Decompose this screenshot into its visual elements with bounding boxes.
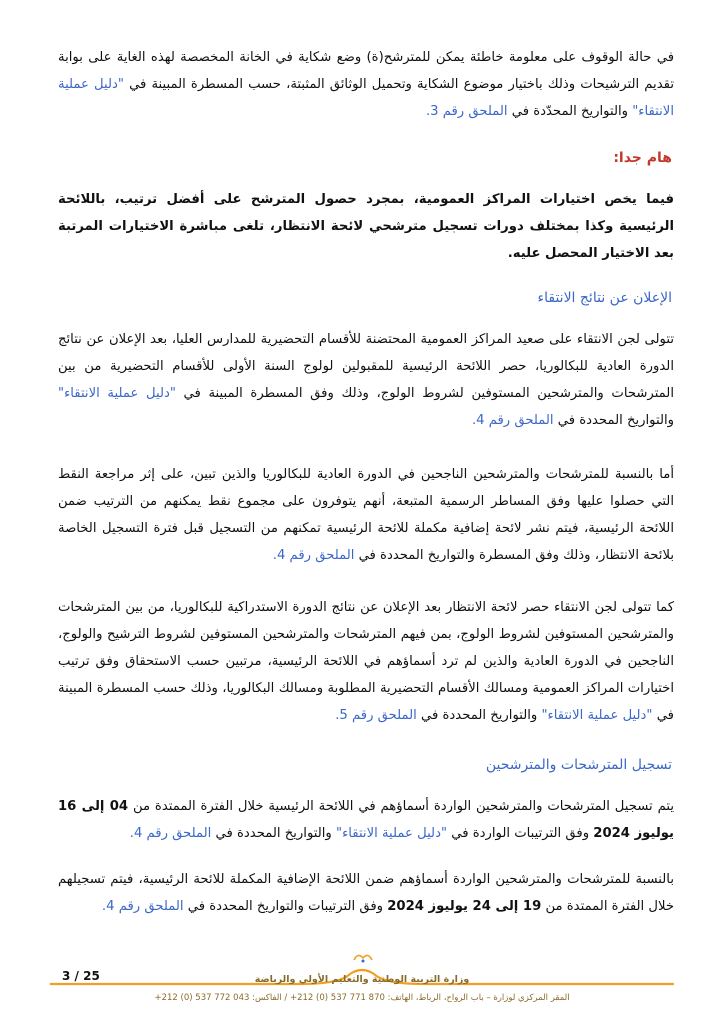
guide-link: "دليل عملية الانتقاء" [336,826,448,841]
guide-link: "دليل عملية الانتقاء" [58,77,674,119]
ministry-name: وزارة التربية الوطنية والتعليم الأولي والرياضة [254,974,470,985]
guide-link: "دليل عملية الانتقاء" [541,708,653,723]
annex-reference: الملحق رقم 4. [471,413,554,428]
ministry-address: المقر المركزي لوزارة – باب الرواح، الرباط، الهاتف: 870 771 537 (0) 212+ / الفاكس: 043 772 537 (0) 212+ [154,993,570,1003]
section-heading-results: الإعلان عن نتائج الانتقاء [537,290,672,306]
annex-reference: الملحق رقم 3. [425,104,508,119]
annex-reference: الملحق رقم 4. [129,826,212,841]
annex-reference: الملحق رقم 4. [101,899,184,914]
paragraph-registration-main: يتم تسجيل المترشحات والمترشحين الواردة أسماؤهم في اللائحة الرئيسية خلال الفترة الممتدة من 04 إلى 16 يوليوز 2024 وفق الترتيبات الواردة في "دليل عملية الانتقاء" والتواريخ المحددة في الملحق رقم 4. [58,799,675,841]
annex-reference: الملحق رقم 5. [335,708,417,723]
date-range: 19 إلى 24 يوليوز 2024 [387,899,542,914]
paragraph-waiting-list: كما تتولى لجن الانتقاء حصر لائحة الانتظار بعد الإعلان عن نتائج الدورة الاستدراكية للبكالوريا، من بين المترشحات والمترشحين المستوفين لشروط الولوج، بمن فيهم المترشحات والمترشحين المستوفين لشروط الترشيح والولوج، الناجحين في الدورة العادية والذين لم ترد أسماؤهم في اللائحة الرئيسية، مرتبين حسب الاستحقاق وفق ترتيب اختيارات المراكز العمومية ومسالك الأقسام التحضيرية المطلوبة ومسالك البكالوريا، وذلك حسب المسطرة المبينة في "دليل عملية الانتقاء" والتواريخ المحددة في الملحق رقم 5. [58,600,674,723]
paragraph-complaint: في حالة الوقوف على معلومة خاطئة يمكن للمترشح(ة) وضع شكاية في الخانة المخصصة لهذه الغاية على بوابة تقديم الترشيحات وذلك باختيار موضوع الشكاية وتحميل الوثائق المثبتة، حسب المسطرة المبينة في "دليل عملية الانتقاء" والتواريخ المحدّدة في الملحق رقم 3. [58,50,674,119]
annex-reference: الملحق رقم 4. [272,548,355,563]
important-paragraph: فيما يخص اختيارات المراكز العمومية، بمجرد حصول المترشح على أفضل ترتيب، باللائحة الرئيسية وكذا بمختلف دورات تسجيل مترشحي لائحة الانتظار، تلغى مباشرة الاختيارات المرتبة بعد الاختيار المحصل عليه. [58,192,674,261]
page-number: 3 / 25 [62,969,100,983]
section-heading-registration: تسجيل المترشحات والمترشحين [485,757,672,773]
date-range: 04 إلى 16 يوليوز 2024 [58,799,674,841]
paragraph-registration-additional: بالنسبة للمترشحات والمترشحين الواردة أسماؤهم ضمن اللائحة الإضافية المكملة للائحة الرئيسية، فيتم تسجيلهم خلال الفترة الممتدة من 19 إلى 24 يوليوز 2024 وفق الترتيبات والتواريخ المحددة في الملحق رقم 4. [58,872,674,914]
paragraph-main-list: تتولى لجن الانتقاء على صعيد المراكز العمومية المحتضنة للأقسام التحضيرية للمدارس العليا، بعد الإعلان عن نتائج الدورة العادية للبكالوريا، حصر اللائحة الرئيسية للمقبولين لولوج السنة الأولى للأقسام التحضيرية من بين المترشحات والمترشحين المستوفين لشروط الولوج، وذلك وفق المسطرة المبينة في "دليل عملية الانتقاء" والتواريخ المحددة في الملحق رقم 4. [58,332,674,428]
ministry-logo-icon [352,950,374,964]
guide-link: "دليل عملية الانتقاء" [58,386,176,401]
important-heading: هام جدا: [613,150,672,166]
paragraph-additional-list: أما بالنسبة للمترشحات والمترشحين الناجحين في الدورة العادية للبكالوريا والذين تبين، على إثر مراجعة النقط التي حصلوا عليها وفق المساطر الرسمية المتبعة، أنهم يتوفرون على مجموع نقط يمكنهم من الترتيب ضمن اللائحة الرئيسية، فيتم نشر لائحة إضافية مكملة للائحة الرئيسية تمكنهم من التسجيل قبل فترة التسجيل الخاصة بلائحة الانتظار، وذلك وفق المسطرة والتواريخ المحددة في الملحق رقم 4. [58,467,674,563]
